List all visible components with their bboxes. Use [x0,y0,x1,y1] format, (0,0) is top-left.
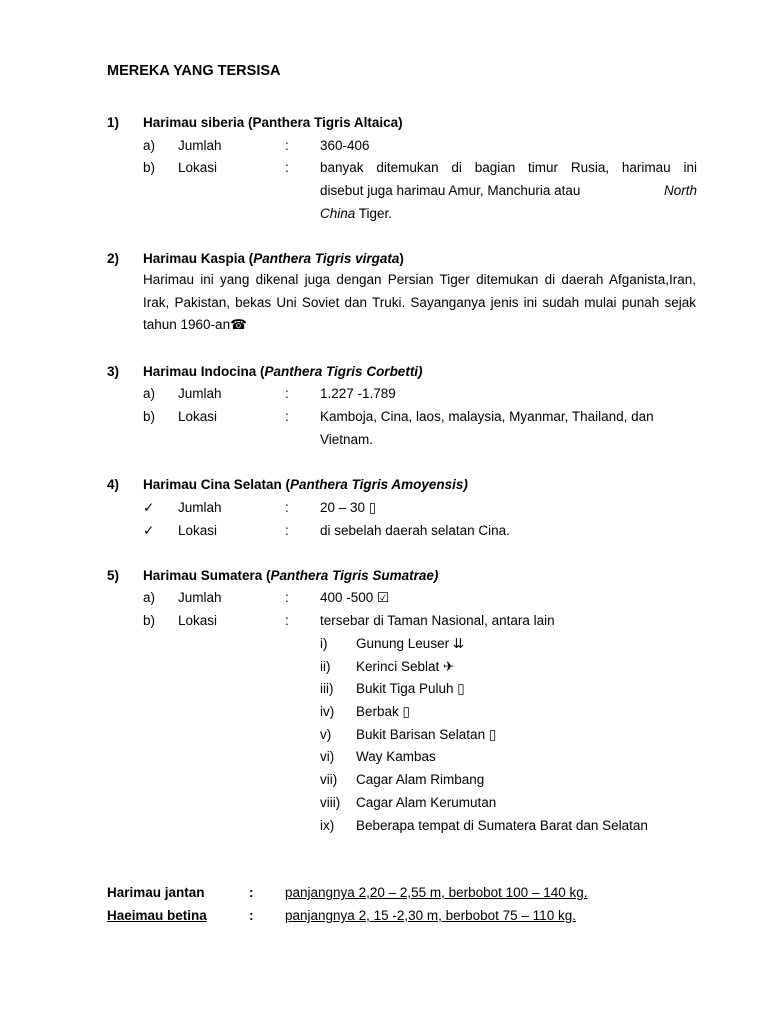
section-1-row-b-value-italic: North [663,183,697,198]
section-4-row-b-checkmark-icon: ✓ [143,523,155,538]
sublist-item-8-number: viii) [320,795,341,810]
section-3-heading-plain: Harimau Indocina ( [143,364,265,379]
footer-male-label: Harimau jantan [107,885,205,900]
section-3-row-a-value: 1.227 -1.789 [320,386,396,401]
section-3-row-b-value-line-1: Kamboja, Cina, laos, malaysia, Myanmar, Thailand, dan [320,409,654,424]
section-4-row-a-checkmark-icon: ✓ [143,500,155,515]
sublist-item-6-text: Way Kambas [356,749,436,764]
section-4-number: 4) [107,477,120,492]
sublist-item-5-text: Bukit Barisan Selatan ▯ [356,727,497,742]
section-3-row-b-value-line-2: Vietnam. [320,432,374,447]
section-5-heading [143,567,438,585]
section-5-row-a-label: Jumlah [178,590,222,605]
sublist-item-1-number: i) [320,636,328,651]
section-5-row-a-colon: : [285,590,289,605]
section-1-row-a-label: Jumlah [178,138,222,153]
sublist-item-4-text: Berbak ▯ [356,704,410,719]
section-3-row-b-label: Lokasi [178,409,218,424]
section-3-row-a-marker: a) [143,386,156,401]
section-3-heading-italic: Panthera Tigris Corbetti) [264,364,423,379]
sublist-item-4-number: iv) [320,704,335,719]
section-2-heading [143,250,404,268]
section-1-row-b-colon: : [285,160,289,175]
section-4-row-b-value: di sebelah daerah selatan Cina. [320,523,510,538]
section-2-number: 2) [107,251,120,266]
sublist-item-5-number: v) [320,727,332,742]
section-4-heading [143,476,468,494]
section-4-heading-italic: Panthera Tigris Amoyensis) [290,477,468,492]
section-2-heading-plain: Harimau Kaspia ( [143,251,254,266]
section-4-row-b-colon: : [285,523,289,538]
section-4-row-a-label: Jumlah [178,500,222,515]
section-1-row-b-value-line-2 [320,182,697,200]
section-4-row-a-value: 20 – 30 ▯ [320,500,377,515]
footer-female-colon: : [249,908,254,923]
section-4-row-b-label: Lokasi [178,523,218,538]
section-5-number: 5) [107,568,120,583]
section-3-number: 3) [107,364,120,379]
section-3-row-a-colon: : [285,386,289,401]
section-1-row-b-label: Lokasi [178,160,218,175]
section-1-row-b-value-last: Tiger. [355,206,393,221]
section-4-row-a-colon: : [285,500,289,515]
sublist-item-7-text: Cagar Alam Rimbang [356,772,485,787]
section-1-row-b-value-last-italic: China [320,206,356,221]
section-5-row-a-value: 400 -500 ☑ [320,590,390,605]
section-2-heading-close: ) [399,251,404,266]
sublist-item-8-text: Cagar Alam Kerumutan [356,795,497,810]
footer-male-value: panjangnya 2,20 – 2,55 m, berbobot 100 – 140 kg. [285,885,588,900]
section-1-number: 1) [107,115,120,130]
section-5-row-b-value: tersebar di Taman Nasional, antara lain [320,613,555,628]
section-5-heading-plain: Harimau Sumatera ( [143,568,271,583]
section-5-heading-italic: Panthera Tigris Sumatrae) [270,568,439,583]
section-1-row-b-value-line-1: banyak ditemukan di bagian timur Rusia, harimau ini [320,160,697,175]
section-1-row-b-value-line-3 [320,205,392,223]
sublist-item-6-number: vi) [320,749,335,764]
section-3-row-b-marker: b) [143,409,156,424]
page-title: MEREKA YANG TERSISA [107,63,281,79]
section-3-row-b-colon: : [285,409,289,424]
footer-male-colon: : [249,885,254,900]
sublist-item-9-number: ix) [320,818,335,833]
footer-female-label: Haeimau betina [107,908,207,923]
section-1-heading: Harimau siberia (Panthera Tigris Altaica) [143,115,403,130]
section-1-row-b-marker: b) [143,160,156,175]
section-5-row-b-label: Lokasi [178,613,218,628]
section-1-row-a-marker: a) [143,138,156,153]
section-4-heading-plain: Harimau Cina Selatan ( [143,477,291,492]
section-1-row-a-colon: : [285,138,289,153]
section-5-row-b-colon: : [285,613,289,628]
sublist-item-2-number: ii) [320,659,331,674]
sublist-item-2-text: Kerinci Seblat ✈ [356,659,455,674]
sublist-item-1-text: Gunung Leuser ⇊ [356,636,465,651]
sublist-item-3-number: iii) [320,681,334,696]
section-1-row-b-value-line-2-text: disebut juga harimau Amur, Manchuria atau [320,183,581,198]
footer-female-value: panjangnya 2, 15 -2,30 m, berbobot 75 – 110 kg. [285,908,576,923]
section-3-row-a-label: Jumlah [178,386,222,401]
sublist-item-9-text: Beberapa tempat di Sumatera Barat dan Selatan [356,818,648,833]
section-5-row-a-marker: a) [143,590,156,605]
section-5-row-b-marker: b) [143,613,156,628]
section-2-heading-italic: Panthera Tigris virgata [253,251,400,266]
section-3-heading [143,363,423,381]
section-1-row-a-value: 360-406 [320,138,370,153]
sublist-item-3-text: Bukit Tiga Puluh ▯ [356,681,465,696]
section-2-paragraph: Harimau ini yang dikenal juga dengan Persian Tiger ditemukan di daerah Afganista,Iran, Irak, Pakistan, bekas Uni Soviet dan Truki. Sayanganya jenis ini sudah mulai punah sejak tahun 1960-an☎ [143,272,696,333]
sublist-item-7-number: vii) [320,772,338,787]
